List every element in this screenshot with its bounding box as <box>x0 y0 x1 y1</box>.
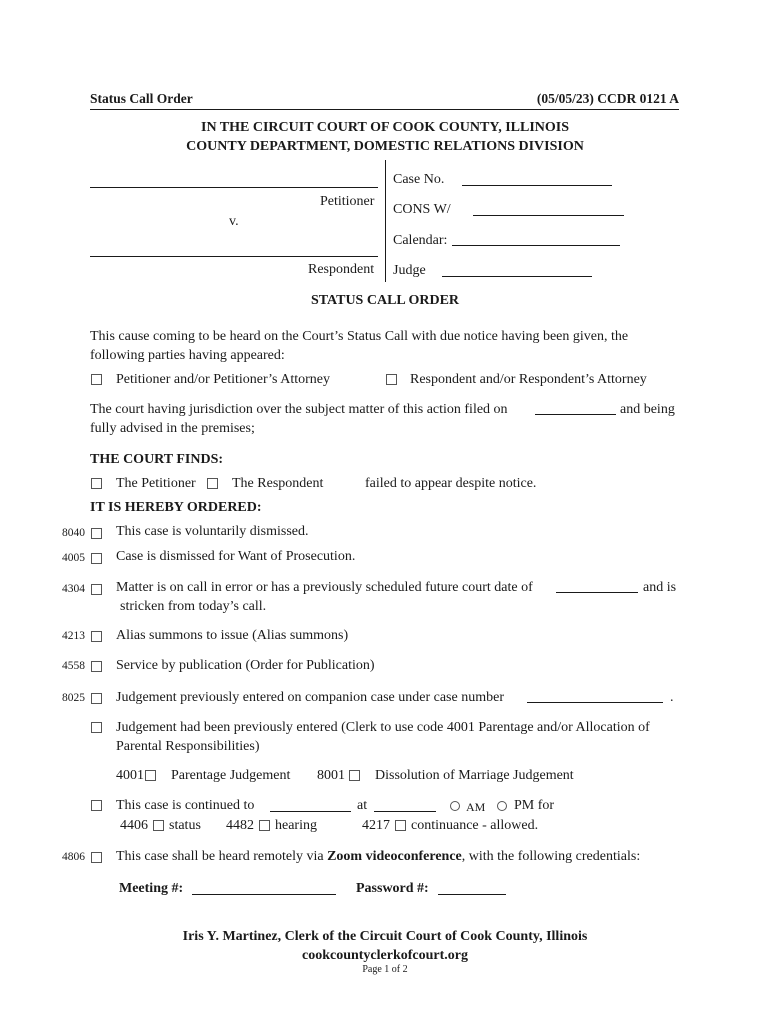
remote-text-c: , with the following credentials: <box>461 849 641 864</box>
service-publication-checkbox[interactable] <box>91 661 102 672</box>
hearing-checkbox[interactable] <box>259 820 270 831</box>
versus-label: v. <box>229 214 239 229</box>
petitioner-appeared-label: Petitioner and/or Petitioner’s Attorney <box>116 372 330 387</box>
companion-judgement-checkbox[interactable] <box>91 693 102 704</box>
companion-judgement-tail: . <box>670 690 674 705</box>
dwp-checkbox[interactable] <box>91 553 102 564</box>
voluntary-dismissal-checkbox[interactable] <box>91 528 102 539</box>
alias-summons-text: Alias summons to issue (Alias summons) <box>116 628 349 643</box>
continued-time-field[interactable] <box>374 811 436 812</box>
alias-summons-checkbox[interactable] <box>91 631 102 642</box>
finds-petitioner-checkbox[interactable] <box>91 478 102 489</box>
continuance-checkbox[interactable] <box>395 820 406 831</box>
code-4001: 4001 <box>116 768 144 783</box>
code-4806: 4806 <box>62 851 85 863</box>
form-code: (05/05/23) CCDR 0121 A <box>536 91 679 106</box>
code-4213: 4213 <box>62 630 85 642</box>
order-title: STATUS CALL ORDER <box>310 293 460 308</box>
code-4217: 4217 <box>362 818 390 833</box>
companion-case-number-field[interactable] <box>527 702 663 703</box>
caption-divider <box>385 160 386 282</box>
calendar-label: Calendar: <box>393 233 448 248</box>
meeting-label: Meeting #: <box>119 881 184 896</box>
form-title: Status Call Order <box>90 91 193 106</box>
court-name: IN THE CIRCUIT COURT OF COOK COUNTY, ILLINOIS <box>201 120 569 135</box>
code-4482: 4482 <box>226 818 254 833</box>
companion-judgement-text: Judgement previously entered on companion case under case number <box>116 690 504 705</box>
failed-appear-text: failed to appear despite notice. <box>365 476 537 491</box>
code-8040: 8040 <box>62 527 85 539</box>
filed-on-date-field[interactable] <box>535 414 616 415</box>
respondent-label: Respondent <box>308 262 375 277</box>
future-court-date-field[interactable] <box>556 592 638 593</box>
continued-at-label: at <box>357 798 368 813</box>
judge-field[interactable] <box>442 276 592 277</box>
password-label: Password #: <box>356 881 429 896</box>
intro-line-2: following parties having appeared: <box>90 348 285 363</box>
calendar-field[interactable] <box>452 245 620 246</box>
zoom-label: Zoom videoconference <box>327 849 462 864</box>
code-4005: 4005 <box>62 552 85 564</box>
finds-respondent-label: The Respondent <box>232 476 324 491</box>
intro-line-1: This cause coming to be heard on the Court’s Status Call with due notice having been given, the <box>90 329 629 344</box>
respondent-appeared-checkbox[interactable] <box>386 374 397 385</box>
jurisdiction-text-c: fully advised in the premises; <box>90 421 255 436</box>
hearing-label: hearing <box>275 818 317 833</box>
voluntary-dismissal-text: This case is voluntarily dismissed. <box>116 524 309 539</box>
call-in-error-text-a: Matter is on call in error or has a previously scheduled future court date of <box>116 580 533 595</box>
petitioner-name-line[interactable] <box>90 187 378 188</box>
status-label: status <box>169 818 201 833</box>
continued-date-field[interactable] <box>270 811 351 812</box>
remote-hearing-text <box>116 849 640 865</box>
respondent-name-line[interactable] <box>90 256 378 257</box>
continuance-label: continuance - allowed. <box>411 818 539 833</box>
meeting-id-field[interactable] <box>192 894 336 895</box>
am-label: AM <box>466 800 486 814</box>
code-8025: 8025 <box>62 692 85 704</box>
call-in-error-text-b: and is <box>643 580 677 595</box>
service-publication-text: Service by publication (Order for Publication) <box>116 658 375 673</box>
petitioner-label: Petitioner <box>320 194 375 209</box>
ordered-heading: IT IS HEREBY ORDERED: <box>90 500 262 515</box>
finds-respondent-checkbox[interactable] <box>207 478 218 489</box>
remote-text-a: This case shall be heard remotely via <box>116 849 324 864</box>
status-checkbox[interactable] <box>153 820 164 831</box>
prior-judgement-text-b: Parental Responsibilities) <box>116 739 260 754</box>
page-number: Page 1 of 2 <box>362 964 408 975</box>
code-8001: 8001 <box>317 768 345 783</box>
parentage-judgement-checkbox[interactable] <box>145 770 156 781</box>
clerk-website: cookcountyclerkofcourt.org <box>301 948 469 963</box>
remote-hearing-checkbox[interactable] <box>91 852 102 863</box>
prior-judgement-checkbox[interactable] <box>91 722 102 733</box>
case-no-label: Case No. <box>393 172 445 187</box>
jurisdiction-text-b: and being <box>620 402 675 417</box>
respondent-appeared-label: Respondent and/or Respondent’s Attorney <box>410 372 647 387</box>
parentage-judgement-label: Parentage Judgement <box>171 768 291 783</box>
password-field[interactable] <box>438 894 506 895</box>
petitioner-appeared-checkbox[interactable] <box>91 374 102 385</box>
pm-label: PM for <box>514 798 555 813</box>
clerk-footer: Iris Y. Martinez, Clerk of the Circuit Court of Cook County, Illinois <box>182 929 588 944</box>
prior-judgement-text-a: Judgement had been previously entered (Clerk to use code 4001 Parentage and/or Allocation of <box>116 720 650 735</box>
pm-radio[interactable] <box>497 801 507 811</box>
dissolution-judgement-label: Dissolution of Marriage Judgement <box>375 768 574 783</box>
call-in-error-text-c: stricken from today’s call. <box>120 599 267 614</box>
cons-w-label: CONS W/ <box>393 202 451 217</box>
continued-text: This case is continued to <box>116 798 255 813</box>
court-division: COUNTY DEPARTMENT, DOMESTIC RELATIONS DIVISION <box>186 139 584 154</box>
cons-w-field[interactable] <box>473 215 624 216</box>
code-4304: 4304 <box>62 583 85 595</box>
court-finds-heading: THE COURT FINDS: <box>90 452 224 467</box>
continued-checkbox[interactable] <box>91 800 102 811</box>
code-4558: 4558 <box>62 660 85 672</box>
am-radio[interactable] <box>450 801 460 811</box>
dissolution-judgement-checkbox[interactable] <box>349 770 360 781</box>
dwp-text: Case is dismissed for Want of Prosecution. <box>116 549 356 564</box>
call-in-error-checkbox[interactable] <box>91 584 102 595</box>
code-4406: 4406 <box>120 818 148 833</box>
jurisdiction-text-a: The court having jurisdiction over the subject matter of this action filed on <box>90 402 508 417</box>
finds-petitioner-label: The Petitioner <box>116 476 196 491</box>
judge-label: Judge <box>393 263 426 278</box>
case-no-field[interactable] <box>462 185 612 186</box>
header-rule <box>90 109 679 110</box>
